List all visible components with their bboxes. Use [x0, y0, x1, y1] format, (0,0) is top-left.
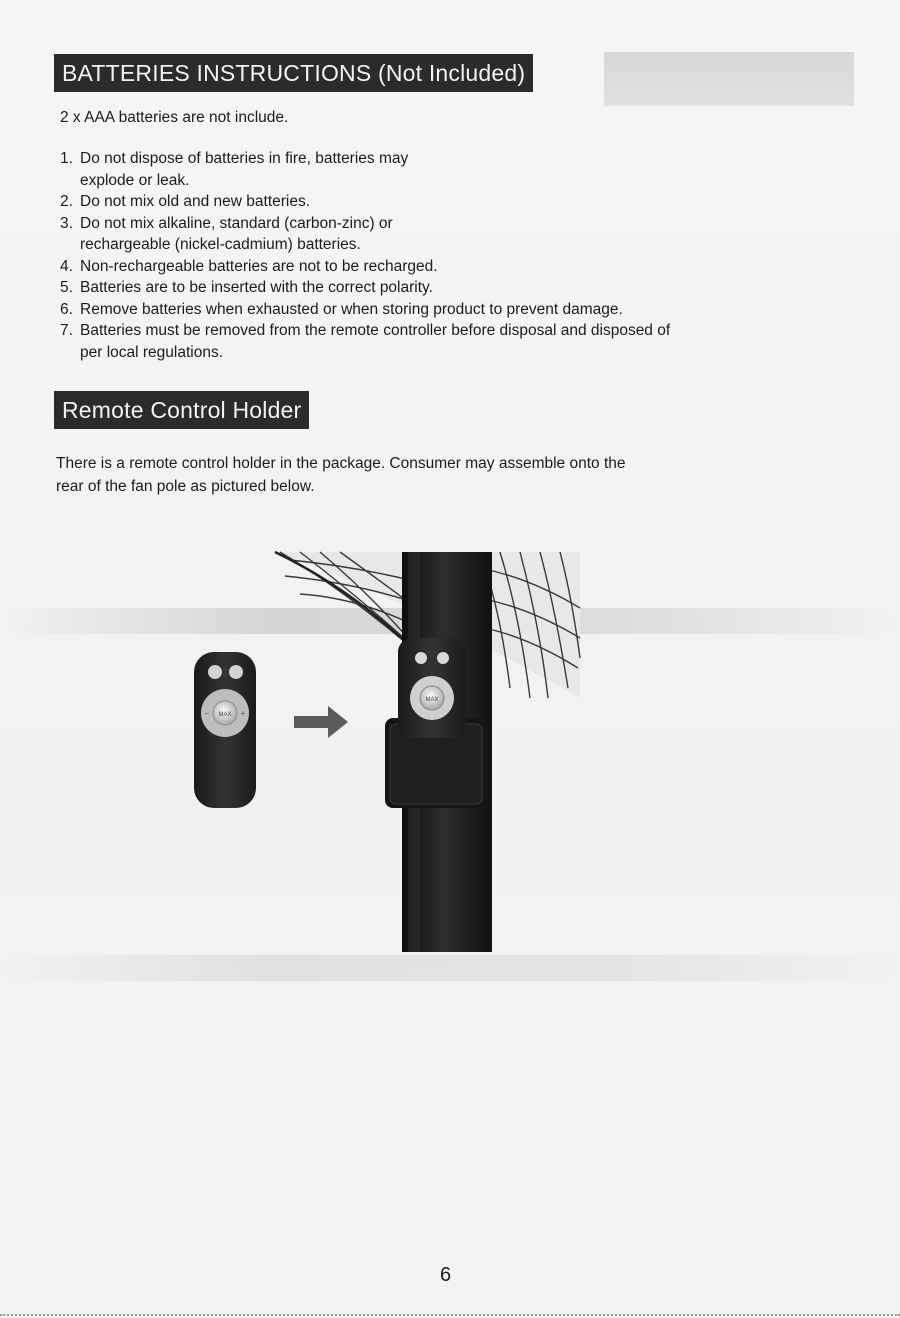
battery-rule-item: [60, 148, 840, 191]
remote-in-holder: [398, 638, 466, 738]
rule-line: Remove batteries when exhausted or when storing product to prevent damage.: [80, 300, 623, 318]
rule-line: Do not mix alkaline, standard (carbon-zinc) or: [80, 214, 393, 232]
holder-body-line2: rear of the fan pole as pictured below.: [56, 478, 315, 495]
standalone-remote: [194, 652, 256, 808]
rule-line: Do not mix old and new batteries.: [80, 193, 311, 210]
battery-rule-item: [60, 320, 840, 363]
rule-number: 2.: [60, 193, 73, 210]
scan-smear: [0, 955, 900, 981]
remote-minus-label: −: [204, 709, 210, 718]
remote-plus-label: +: [240, 709, 246, 718]
rule-line: Batteries are to be inserted with the correct polarity.: [80, 279, 433, 296]
remote-holder-illustration: [180, 548, 600, 958]
rule-number: 1.: [60, 150, 73, 167]
rule-number: 3.: [60, 214, 73, 232]
battery-rule-item: [60, 191, 840, 213]
holder-body-line1: There is a remote control holder in the package. Consumer may assemble onto the: [56, 455, 626, 472]
page-bottom-edge: [0, 1314, 900, 1316]
rule-line: explode or leak.: [80, 171, 190, 189]
rule-line: rechargeable (nickel-cadmium) batteries.: [80, 236, 361, 253]
battery-rules-list: [60, 148, 840, 363]
rule-line: Do not dispose of batteries in fire, batteries may: [80, 150, 409, 167]
rule-line: per local regulations.: [80, 343, 224, 361]
battery-rule-item: [60, 213, 840, 256]
holder-remote-center-label: MAX: [425, 697, 439, 703]
remote-center-label: MAX: [218, 712, 232, 718]
battery-rule-item: [60, 299, 840, 321]
remote-holder-section-title: Remote Control Holder: [54, 391, 309, 429]
battery-rule-item: [60, 277, 840, 299]
rule-number: 7.: [60, 322, 73, 339]
battery-rule-item: [60, 256, 840, 278]
batteries-section-title: BATTERIES INSTRUCTIONS (Not Included): [54, 54, 533, 92]
batteries-intro: 2 x AAA batteries are not include.: [60, 109, 289, 126]
right-arrow-icon: [294, 706, 348, 738]
rule-number: 4.: [60, 257, 73, 275]
rule-number: 6.: [60, 300, 73, 318]
power-button-icon: [208, 665, 222, 679]
bleed-through-header: [604, 52, 854, 106]
rule-line: Non-rechargeable batteries are not to be recharged.: [80, 257, 438, 275]
timer-button-icon: [229, 665, 243, 679]
rule-line: Batteries must be removed from the remote controller before disposal and disposed of: [80, 322, 671, 339]
page-number: 6: [440, 1264, 452, 1286]
rule-number: 5.: [60, 279, 73, 296]
